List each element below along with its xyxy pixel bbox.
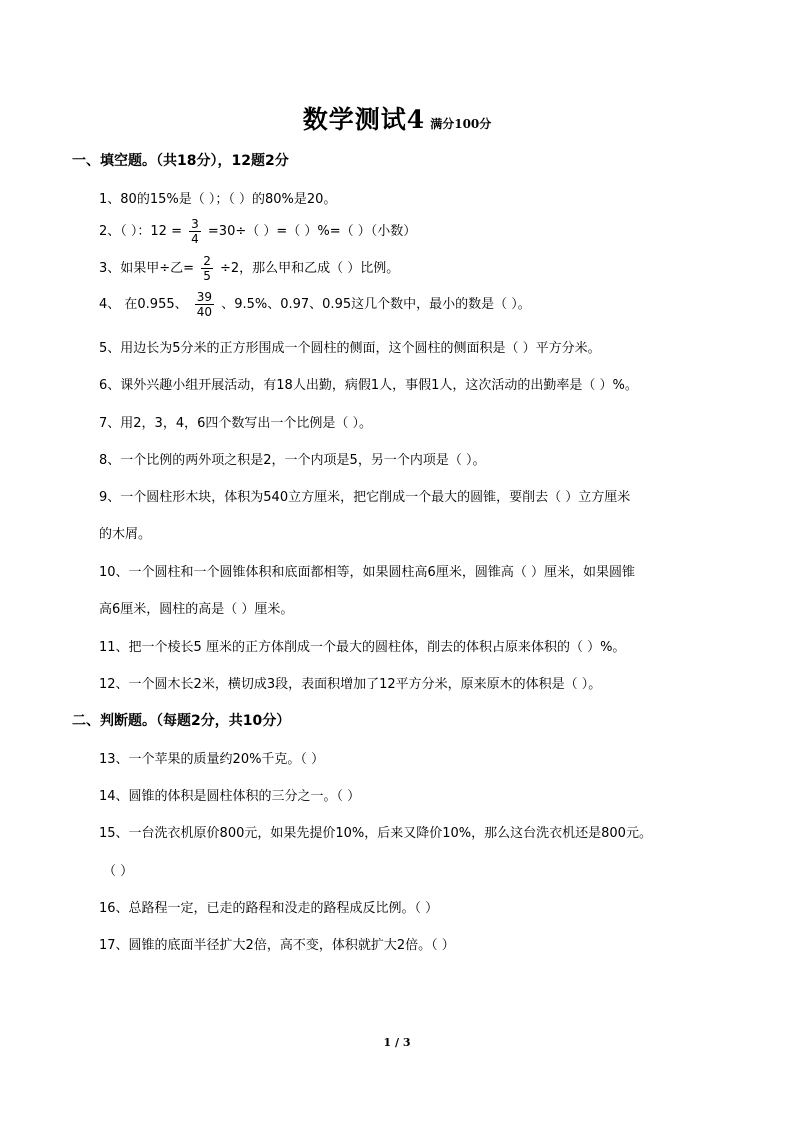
section-true-false-heading: 二、判断题。（每题2分，共10分） xyxy=(72,713,291,729)
question-5: 5、用边长为5分米的正方形围成一个圆柱的侧面，这个圆柱的侧面积是（ ）平方分米。 xyxy=(99,341,601,356)
question-13: 13、一个苹果的质量约20%千克。（ ） xyxy=(99,752,325,767)
question-3-part-b: ÷2，那么甲和乙成（ ）比例。 xyxy=(219,261,400,276)
question-3 xyxy=(99,254,399,283)
page-title xyxy=(0,100,794,136)
section-fill-in-heading: 一、填空题。（共18分），12题2分 xyxy=(72,153,289,169)
fraction-numerator: 2 xyxy=(203,254,211,268)
title-score: 满分100分 xyxy=(430,117,492,131)
question-9-line-1: 9、一个圆柱形木块，体积为540立方厘米，把它削成一个最大的圆锥，要削去（ ）立方厘米 xyxy=(99,490,631,505)
question-10-line-2: 高6厘米，圆柱的高是（ ）厘米。 xyxy=(99,602,294,617)
page-number: 1 / 3 xyxy=(383,1036,411,1049)
question-14: 14、圆锥的体积是圆柱体积的三分之一。（ ） xyxy=(99,789,361,804)
question-16: 16、总路程一定，已走的路程和没走的路程成反比例。（ ） xyxy=(99,901,439,916)
question-7: 7、用2，3，4，6四个数写出一个比例是（ ）。 xyxy=(99,416,372,431)
question-15-line-2: （ ） xyxy=(103,864,134,879)
question-9-line-2: 的木屑。 xyxy=(99,527,152,542)
question-4-part-a: 4、 在0.955、 xyxy=(99,297,188,312)
fraction-denominator: 40 xyxy=(196,305,213,319)
fraction-denominator: 4 xyxy=(191,232,199,246)
fraction-3-4 xyxy=(189,217,201,246)
question-2-part-a: 2、（ ）：12 = xyxy=(99,224,182,239)
question-2-part-b: =30÷（ ）=（ ）%=（ ）（小数） xyxy=(207,224,417,239)
question-4-part-b: 、9.5%、0.97、0.95这几个数中，最小的数是（ ）。 xyxy=(221,297,531,312)
fraction-numerator: 39 xyxy=(196,290,213,304)
question-3-part-a: 3、如果甲÷乙= xyxy=(99,261,195,276)
question-15-line-1: 15、一台洗衣机原价800元，如果先提价10%，后来又降价10%，那么这台洗衣机还是800元。 xyxy=(99,826,652,841)
question-2 xyxy=(99,217,416,246)
question-4 xyxy=(99,290,531,319)
question-6: 6、课外兴趣小组开展活动，有18人出勤，病假1人，事假1人，这次活动的出勤率是（ ）%。 xyxy=(99,378,638,393)
question-12: 12、一个圆木长2米，横切成3段，表面积增加了12平方分米，原来原木的体积是（ ）。 xyxy=(99,677,602,692)
fraction-numerator: 3 xyxy=(191,217,199,231)
title-main: 数学测试4 xyxy=(302,105,426,134)
question-17: 17、圆锥的底面半径扩大2倍，高不变，体积就扩大2倍。（ ） xyxy=(99,938,455,953)
fraction-39-40 xyxy=(195,290,214,319)
question-8: 8、一个比例的两外项之积是2，一个内项是5，另一个内项是（ ）。 xyxy=(99,453,486,468)
question-10-line-1: 10、一个圆柱和一个圆锥体积和底面都相等，如果圆柱高6厘米，圆锥高（ ）厘米，如果圆锥 xyxy=(99,565,635,580)
question-11: 11、把一个棱长5 厘米的正方体削成一个最大的圆柱体，削去的体积占原来体积的（ ）%。 xyxy=(99,640,626,655)
fraction-2-5 xyxy=(201,254,213,283)
fraction-denominator: 5 xyxy=(203,269,211,283)
question-1: 1、80的15%是（ ）；（ ）的80%是20。 xyxy=(99,192,337,207)
